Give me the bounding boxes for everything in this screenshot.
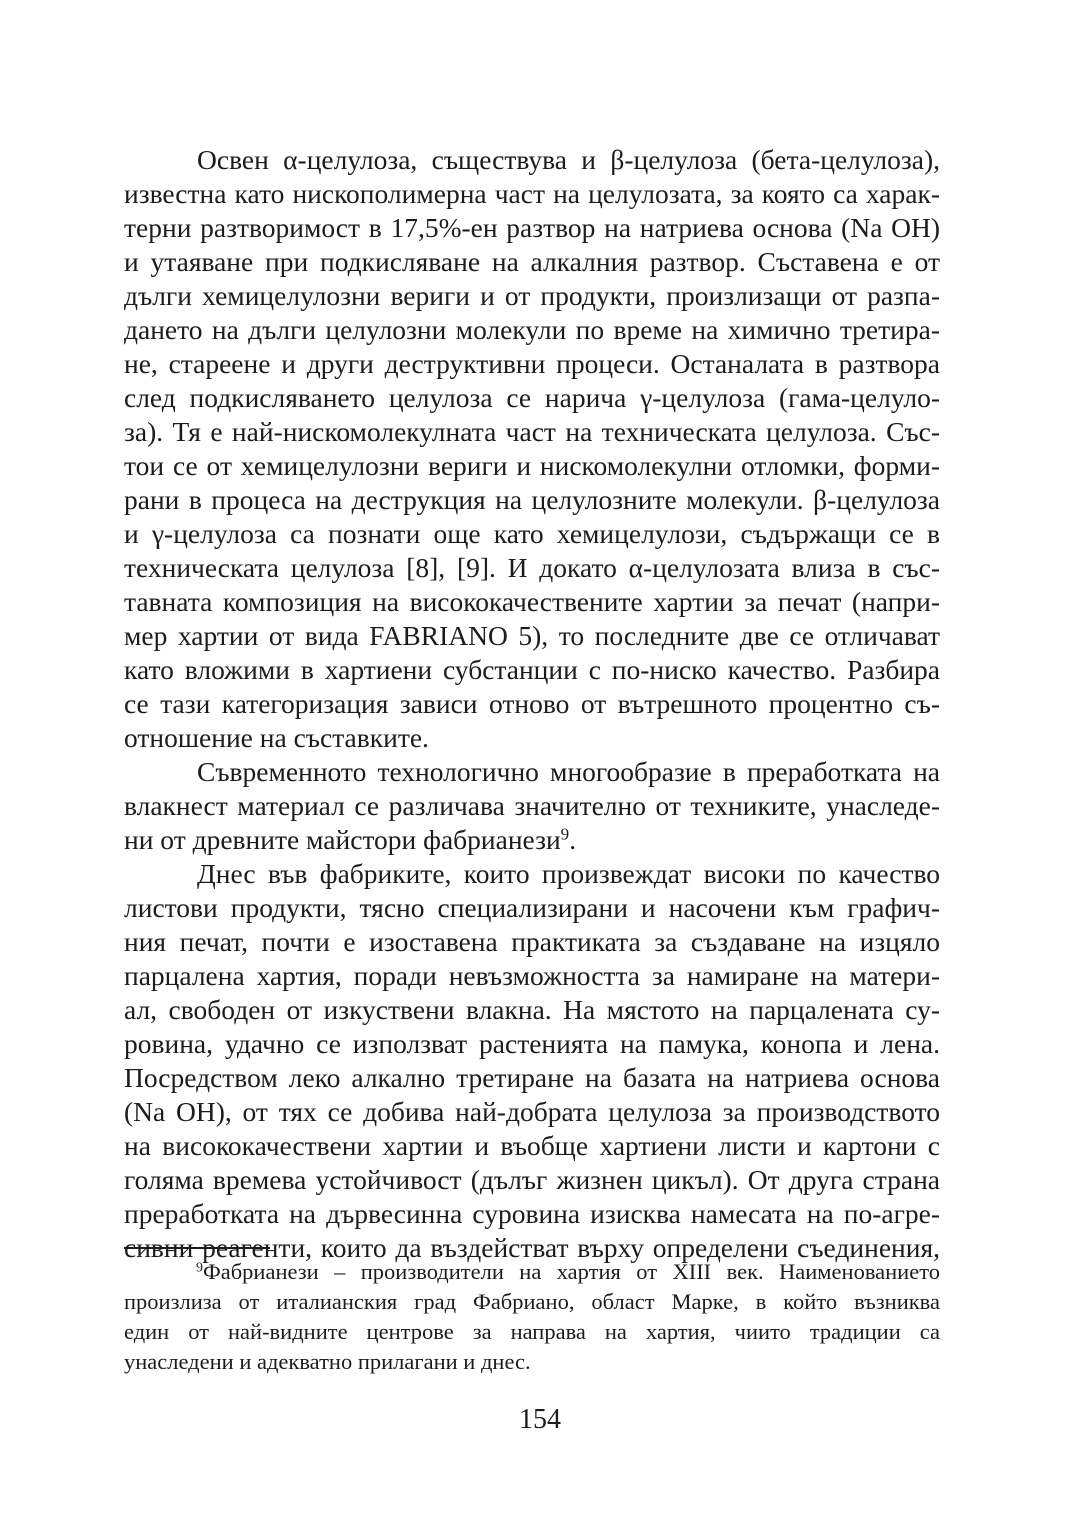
footnote-line: унаследени и адекватно прилагани и днес. — [124, 1349, 531, 1374]
body-line: Днес във фабриките, които произвеждат високи по качество — [197, 858, 940, 889]
body-line: терни разтворимост в 17,5%-ен разтвор на натриева основа (Na OH) — [124, 212, 940, 243]
body-line: не, стареене и други деструктивни процеси. Останалата в разтвора — [124, 348, 940, 379]
body-line: като вложими в хартиени субстанции с по-ниско качество. Разбира — [124, 654, 940, 685]
body-line-with-footnote-ref — [124, 823, 940, 857]
body-line: след подкисляването целулоза се нарича γ-целулоза (гама-целуло- — [124, 382, 940, 413]
body-line: тавната композиция на висококачествените хартии за печат (напри- — [124, 586, 940, 617]
body-line: ния печат, почти е изоставена практиката за създаване на изцяло — [124, 926, 940, 957]
body-line: голяма времева устойчивост (дълъг жизнен цикъл). От друга страна — [124, 1164, 940, 1195]
body-line: преработката на дървесинна суровина изисква намесата на по-агре- — [124, 1198, 940, 1229]
body-line: дането на дълги целулозни молекули по време на химично третира- — [124, 314, 940, 345]
footnote-line: един от най-видните центрове за направа на хартия, чиито традиции са — [124, 1319, 940, 1344]
body-line: листови продукти, тясно специализирани и насочени към графич- — [124, 892, 940, 923]
body-line: се тази категоризация зависи отново от вътрешното процентно съ- — [124, 688, 940, 719]
sentence-period: . — [569, 824, 577, 855]
footnote-line — [196, 1258, 940, 1286]
body-line: тои се от хемицелулозни вериги и нискомолекулни отломки, форми- — [124, 450, 940, 481]
body-line: на висококачествени хартии и въобще хартиени листи и картони с — [124, 1130, 940, 1161]
body-line: мер хартии от вида FABRIANO 5), то последните две се отличават — [124, 620, 940, 651]
body-line: Съвременното технологично многообразие в преработката на — [197, 756, 940, 787]
body-line: ровина, удачно се използват растенията на памука, конопа и лена. — [124, 1028, 940, 1059]
footnote-reference: 9 — [560, 824, 570, 844]
footnote-number: 9 — [196, 1260, 203, 1276]
body-line: Освен α-целулоза, съществува и β-целулоза (бета-целулоза), — [197, 144, 940, 175]
footnote-separator — [124, 1247, 270, 1249]
body-line: и γ-целулоза са познати още като хемицелулози, съдържащи се в — [124, 518, 940, 549]
body-line: техническата целулоза [8], [9]. И докато α-целулозата влиза в със- — [124, 552, 940, 583]
body-line: Посредством леко алкално третиране на базата на натриева основа — [124, 1062, 940, 1093]
body-line: (Na OH), от тях се добива най-добрата целулоза за производството — [124, 1096, 940, 1127]
body-line-text: ни от древните майстори фабрианези — [124, 824, 561, 855]
body-line: парцалена хартия, поради невъзможността за намиране на матери- — [124, 960, 940, 991]
footnote-line: произлиза от италианския град Фабриано, област Марке, в който възниква — [124, 1289, 940, 1314]
body-line: и утаяване при подкисляване на алкалния разтвор. Съставена е от — [124, 246, 940, 277]
body-line: влакнест материал се различава значително от техниките, унаследе- — [124, 790, 940, 821]
body-line: отношение на съставките. — [124, 722, 429, 753]
body-line: сивни реагенти, които да въздействат върху определени съединения, — [124, 1232, 940, 1263]
body-line: ал, свободен от изкуствени влакна. На мястото на парцалената су- — [124, 994, 940, 1025]
body-line: за). Тя е най-нискомолекулната част на техническата целулоза. Със- — [124, 416, 940, 447]
body-line: рани в процеса на деструкция на целулозните молекули. β-целулоза — [124, 484, 940, 515]
body-line: дълги хемицелулозни вериги и от продукти, произлизащи от разпа- — [124, 280, 940, 311]
footnote-text: Фабрианези – производители на хартия от XIII век. Наименованието — [202, 1259, 940, 1284]
page-number: 154 — [519, 1404, 561, 1435]
body-line: известна като нискополимерна част на целулозата, за която са харак- — [124, 178, 940, 209]
